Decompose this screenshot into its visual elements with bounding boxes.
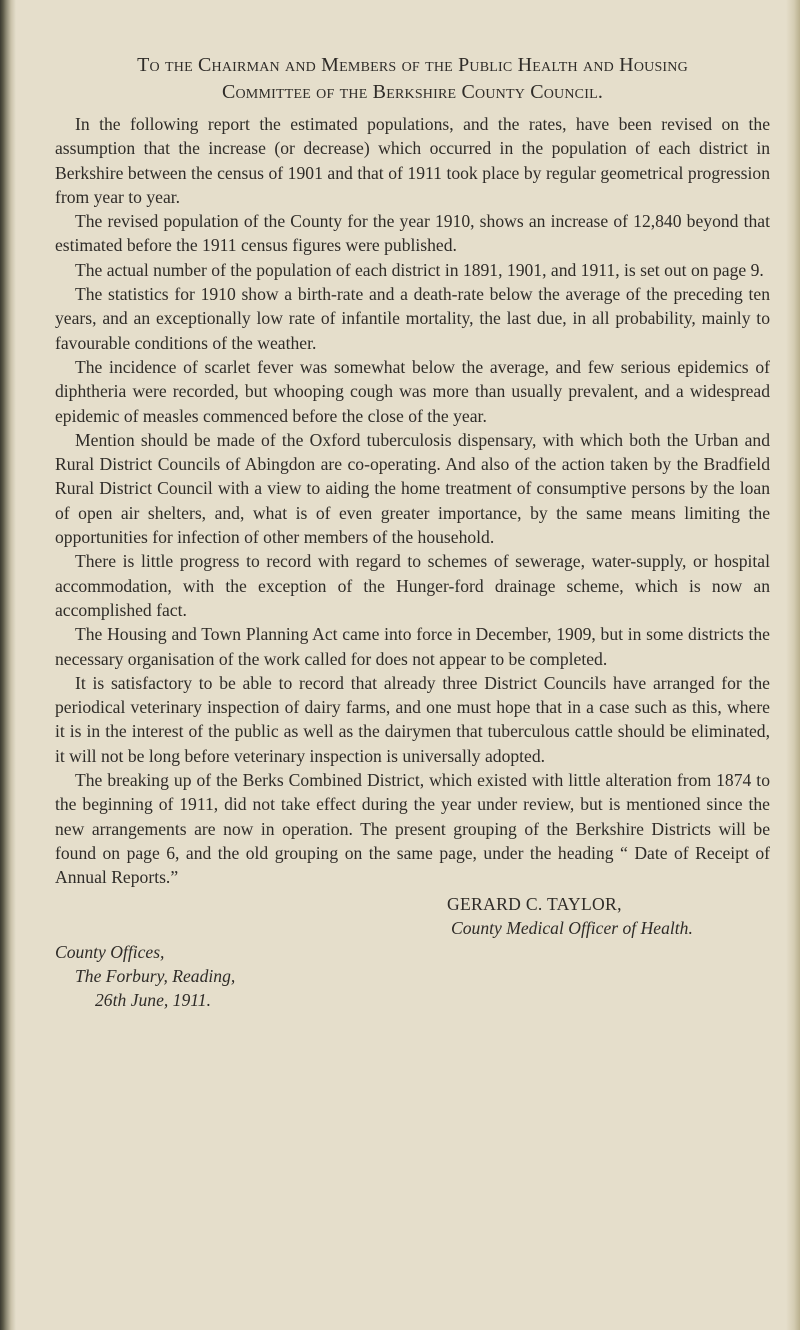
- paragraph-tuberculosis-dispensary: Mention should be made of the Oxford tuberculosis dispensary, with which both the Urban and Rural District Councils of Abingdon are co-operating. And also of the action taken by the Bradfield Rural District Council with a view to aiding the home treatment of consumptive persons by the loan of open air shelters, and, what is of even greater importance, by the same means limiting the opportunities for infection of other members of the household.: [55, 429, 770, 548]
- signatory-name: GERARD C. TAYLOR,: [447, 893, 622, 914]
- paragraph-actual-population: The actual number of the population of each district in 1891, 1901, and 1911, is set out on page 9.: [75, 259, 764, 280]
- signatory-title: County Medical Officer of Health.: [451, 917, 693, 938]
- paragraph-housing-act: The Housing and Town Planning Act came into force in December, 1909, but in some districts the necessary organisation of the work called for does not appear to be completed.: [55, 624, 770, 669]
- address-date: 26th June, 1911.: [95, 989, 211, 1010]
- paragraph-revised-county-population: The revised population of the County for the year 1910, shows an increase of 12,840 beyond that estimated before the 1911 census figures were published.: [55, 211, 770, 256]
- heading-line-2: Committee of the Berkshire County Council.: [221, 81, 604, 103]
- paragraph-incidence-diseases: The incidence of scarlet fever was somewhat below the average, and few serious epidemics of diphtheria were recorded, but whooping cough was more than usually prevalent, and a widespread epidemic of measles commenced before the close of the year.: [55, 356, 770, 426]
- address-line-2: The Forbury, Reading,: [75, 965, 236, 986]
- document-page: [55, 52, 770, 1012]
- signature-block: [55, 892, 770, 940]
- letter-heading: [55, 52, 770, 106]
- report-body: [55, 112, 770, 890]
- paragraph-veterinary-inspection: It is satisfactory to be able to record that already three District Councils have arranged for the periodical veterinary inspection of dairy farms, and one must hope that in a case such as this, where it is in the interest of the public as well as the dairymen that tuberculous cattle should be eliminated, it will not be long before veterinary inspection is universally adopted.: [55, 672, 770, 766]
- paragraph-sewerage-progress: There is little progress to record with regard to schemes of sewerage, water-supply, or hospital accommodation, with the exception of the Hunger-ford drainage scheme, which is now an accomplished fact.: [55, 551, 770, 620]
- page-right-edge: [786, 0, 800, 1330]
- address-block: [55, 940, 770, 1012]
- paragraph-revised-populations: In the following report the estimated populations, and the rates, have been revised on the assumption that the increase (or decrease) which occurred in the population of each district in Berkshire between the census of 1901 and that of 1911 took place by regular geometrical progression from year to year.: [55, 114, 770, 207]
- heading-line-1: To the Chairman and Members of the Public Health and Housing: [137, 54, 688, 76]
- paragraph-statistics-1910: The statistics for 1910 show a birth-rate and a death-rate below the average of the preceding ten years, and an exceptionally low rate of infantile mortality, the last due, in all probability, mainly to favourable conditions of the weather.: [55, 284, 770, 353]
- address-line-1: County Offices,: [55, 941, 165, 962]
- page-binding-edge: [0, 0, 16, 1330]
- paragraph-berks-combined-district: The breaking up of the Berks Combined District, which existed with little alteration from 1874 to the beginning of 1911, did not take effect during the year under review, but is mentioned since the new arrangements are now in operation. The present grouping of the Berkshire Districts will be found on page 6, and the old grouping on the same page, under the heading “ Date of Receipt of Annual Reports.”: [55, 770, 770, 888]
